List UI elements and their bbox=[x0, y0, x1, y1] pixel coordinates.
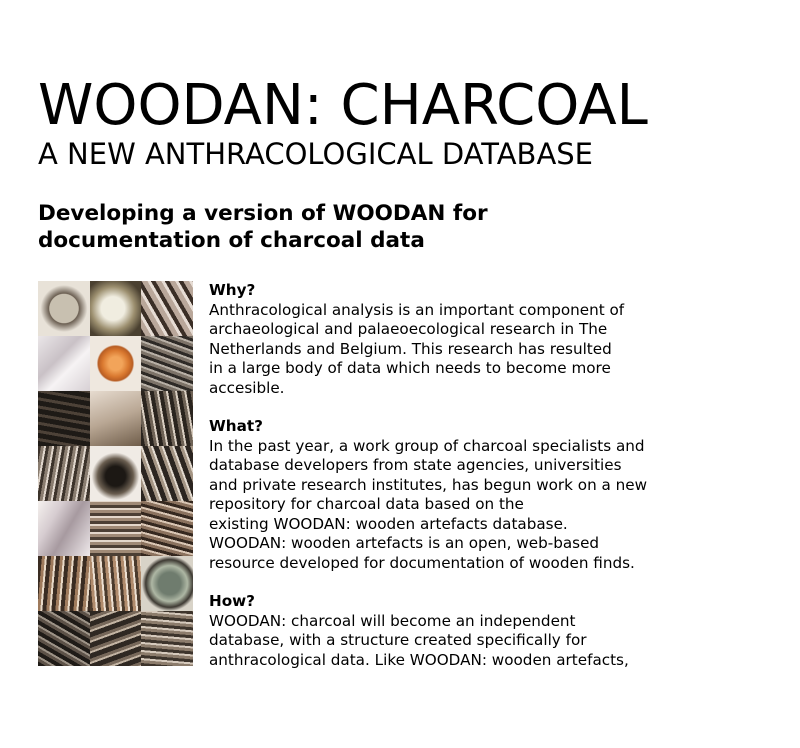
charcoal-photo bbox=[38, 336, 90, 391]
charcoal-photo-mosaic bbox=[38, 281, 193, 666]
why-heading: Why? bbox=[209, 281, 256, 299]
charcoal-photo bbox=[141, 336, 193, 391]
section-heading: Developing a version of WOODAN for documentation of charcoal data bbox=[38, 201, 488, 253]
body-text bbox=[209, 281, 769, 689]
charcoal-photo bbox=[38, 391, 90, 446]
charcoal-photo bbox=[90, 281, 142, 336]
charcoal-photo bbox=[141, 281, 193, 336]
charcoal-photo bbox=[90, 391, 142, 446]
charcoal-photo bbox=[90, 336, 142, 391]
why-text: Anthracological analysis is an important component of archaeological and palaeoecological research in The Netherlands and Belgium. This research has resulted in a large body of data which needs to become more accesible. bbox=[209, 300, 625, 397]
charcoal-photo bbox=[38, 501, 90, 556]
how-heading: How? bbox=[209, 592, 255, 610]
charcoal-photo bbox=[141, 501, 193, 556]
what-heading: What? bbox=[209, 417, 263, 435]
charcoal-photo bbox=[38, 446, 90, 501]
charcoal-photo bbox=[38, 611, 90, 666]
charcoal-photo bbox=[90, 446, 142, 501]
charcoal-photo bbox=[141, 446, 193, 501]
how-text: WOODAN: charcoal will become an independent database, with a structure created specifically for anthracological data. Like WOODAN: wooden artefacts, bbox=[209, 611, 629, 669]
charcoal-photo bbox=[141, 611, 193, 666]
charcoal-photo bbox=[90, 501, 142, 556]
charcoal-photo bbox=[90, 611, 142, 666]
charcoal-photo bbox=[141, 391, 193, 446]
page-title: WOODAN: CHARCOAL bbox=[38, 73, 648, 138]
charcoal-photo bbox=[141, 556, 193, 611]
charcoal-photo bbox=[90, 556, 142, 611]
charcoal-photo bbox=[38, 281, 90, 336]
page-subtitle: A NEW ANTHRACOLOGICAL DATABASE bbox=[38, 137, 594, 171]
charcoal-photo bbox=[38, 556, 90, 611]
what-text: In the past year, a work group of charcoal specialists and database developers from state agencies, universities and private research institutes, has begun work on a new repository for charcoal data based on the existing WOODAN: wooden artefacts database. WOODAN: wooden artefacts is an open, web-based resource developed for documentation of wooden finds. bbox=[209, 436, 648, 572]
